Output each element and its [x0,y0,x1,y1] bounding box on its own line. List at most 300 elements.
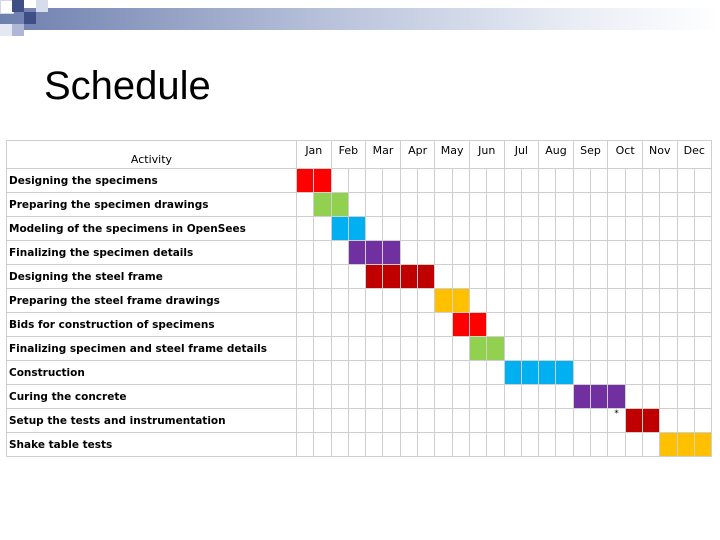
gantt-empty-cell [677,169,694,193]
deco-square [36,0,48,12]
gantt-bar-cell [469,313,486,337]
gantt-empty-cell [314,409,331,433]
gantt-empty-cell [694,337,711,361]
gantt-empty-cell [383,385,400,409]
gantt-empty-cell [452,265,469,289]
gantt-empty-cell [366,313,383,337]
gantt-empty-cell [573,193,590,217]
gantt-empty-cell [452,385,469,409]
gantt-empty-cell [694,169,711,193]
gantt-bar-cell [694,433,711,457]
gantt-bar-cell [383,241,400,265]
deco-square [12,24,24,36]
gantt-empty-cell [331,169,348,193]
deco-square [12,0,24,12]
gantt-empty-cell [418,289,435,313]
gantt-row [7,433,712,457]
gantt-empty-cell [521,409,538,433]
activity-label: Modeling of the specimens in OpenSees [7,217,297,241]
gantt-empty-cell [314,289,331,313]
gantt-empty-cell [435,217,452,241]
gantt-empty-cell [435,241,452,265]
gantt-empty-cell [694,265,711,289]
gantt-empty-cell [452,241,469,265]
gantt-empty-cell [625,433,642,457]
gantt-marker: * [614,409,619,419]
gantt-empty-cell [331,289,348,313]
gantt-empty-cell [331,361,348,385]
gantt-empty-cell [435,361,452,385]
gantt-empty-cell [556,433,573,457]
gantt-empty-cell [297,217,314,241]
month-header: May [435,141,470,169]
gantt-empty-cell [487,169,504,193]
gantt-empty-cell [297,313,314,337]
gantt-body [7,169,712,457]
gantt-empty-cell [694,241,711,265]
gantt-empty-cell [366,409,383,433]
gantt-empty-cell [573,337,590,361]
gantt-empty-cell [642,241,659,265]
gantt-empty-cell [469,433,486,457]
gantt-empty-cell [469,217,486,241]
activity-label: Shake table tests [7,433,297,457]
gantt-empty-cell [297,241,314,265]
activity-label: Finalizing the specimen details [7,241,297,265]
gantt-empty-cell [556,289,573,313]
gantt-empty-cell [504,409,521,433]
gantt-empty-cell [608,241,625,265]
gantt-empty-cell [608,265,625,289]
gantt-empty-cell [591,169,608,193]
gantt-empty-cell [539,385,556,409]
gantt-empty-cell [521,385,538,409]
gantt-empty-cell [383,169,400,193]
gantt-bar-cell [487,337,504,361]
gantt-empty-cell [660,313,677,337]
gantt-empty-cell [677,361,694,385]
gantt-empty-cell [556,241,573,265]
month-header-row [7,141,712,169]
gantt-empty-cell [418,361,435,385]
gantt-empty-cell [331,337,348,361]
gantt-empty-cell [642,337,659,361]
month-header: Jul [504,141,539,169]
gantt-empty-cell [452,337,469,361]
gantt-row [7,169,712,193]
gantt-empty-cell [400,217,417,241]
activity-label: Designing the steel frame [7,265,297,289]
gantt-empty-cell [331,433,348,457]
gantt-empty-cell [642,289,659,313]
gantt-empty-cell [660,169,677,193]
gantt-empty-cell [504,433,521,457]
gantt-empty-cell [383,361,400,385]
gantt-empty-cell [452,217,469,241]
month-header: Dec [677,141,712,169]
gantt-empty-cell [539,241,556,265]
gantt-empty-cell [487,409,504,433]
month-header: Mar [366,141,401,169]
gantt-bar-cell [625,409,642,433]
gantt-empty-cell [642,193,659,217]
gantt-empty-cell [625,385,642,409]
gantt-empty-cell [677,265,694,289]
gantt-empty-cell [625,289,642,313]
gantt-empty-cell [400,337,417,361]
gantt-bar-cell [469,337,486,361]
gantt-row [7,313,712,337]
gantt-empty-cell [314,361,331,385]
gantt-empty-cell [677,409,694,433]
gantt-empty-cell [383,313,400,337]
gantt-bar-cell [297,169,314,193]
gantt-empty-cell [573,265,590,289]
gantt-empty-cell [521,265,538,289]
gantt-row [7,217,712,241]
gantt-empty-cell [366,385,383,409]
gantt-empty-cell [521,217,538,241]
gantt-empty-cell [383,289,400,313]
gantt-row [7,385,712,409]
gantt-empty-cell [694,217,711,241]
activity-label: Bids for construction of specimens [7,313,297,337]
gantt-empty-cell [452,193,469,217]
gantt-empty-cell [642,313,659,337]
gantt-empty-cell [539,265,556,289]
gantt-empty-cell [573,361,590,385]
gantt-empty-cell [660,265,677,289]
gantt-empty-cell [297,337,314,361]
gantt-empty-cell [435,265,452,289]
gantt-empty-cell [625,265,642,289]
gantt-empty-cell [366,337,383,361]
gantt-empty-cell [642,169,659,193]
gantt-empty-cell [297,385,314,409]
activity-label: Preparing the specimen drawings [7,193,297,217]
gantt-empty-cell [452,169,469,193]
gantt-empty-cell [469,409,486,433]
decorative-squares [0,0,60,48]
gantt-bar-cell [677,433,694,457]
gantt-bar-cell [314,193,331,217]
gantt-empty-cell [297,193,314,217]
gantt-empty-cell [591,361,608,385]
gantt-empty-cell [539,289,556,313]
gantt-empty-cell [677,385,694,409]
gantt-empty-cell [348,193,365,217]
gantt-empty-cell [625,313,642,337]
gantt-empty-cell [400,169,417,193]
gantt-empty-cell [400,361,417,385]
gantt-empty-cell [469,361,486,385]
gantt-row [7,361,712,385]
gantt-bar-cell [331,217,348,241]
gantt-empty-cell [504,313,521,337]
gantt-empty-cell [469,265,486,289]
gantt-empty-cell [556,169,573,193]
top-decorative-bar [0,8,720,30]
gantt-empty-cell [487,265,504,289]
gantt-empty-cell [591,241,608,265]
gantt-bar-cell [366,241,383,265]
gantt-empty-cell [677,289,694,313]
gantt-empty-cell [435,169,452,193]
gantt-empty-cell [504,265,521,289]
gantt-empty-cell [608,169,625,193]
gantt-empty-cell [314,433,331,457]
gantt-empty-cell [521,433,538,457]
gantt-empty-cell [348,433,365,457]
gantt-empty-cell [314,385,331,409]
gantt-empty-cell [314,337,331,361]
gantt-empty-cell [435,409,452,433]
gantt-empty-cell [383,409,400,433]
gantt-bar-cell [608,385,625,409]
gantt-empty-cell [677,313,694,337]
gantt-empty-cell [625,361,642,385]
gantt-empty-cell [348,385,365,409]
gantt-empty-cell [400,313,417,337]
gantt-empty-cell [400,289,417,313]
gantt-empty-cell [469,289,486,313]
gantt-empty-cell [348,337,365,361]
gantt-bar-cell [642,409,659,433]
gantt-empty-cell [521,169,538,193]
gantt-empty-cell [573,241,590,265]
gantt-empty-cell [452,433,469,457]
gantt-bar-cell [418,265,435,289]
gantt-empty-cell [694,313,711,337]
month-header: Apr [400,141,435,169]
gantt-empty-cell [418,409,435,433]
gantt-bar-cell [452,313,469,337]
gantt-empty-cell [539,433,556,457]
gantt-empty-cell [591,337,608,361]
gantt-empty-cell [539,169,556,193]
gantt-empty-cell [625,241,642,265]
gantt-bar-cell [452,289,469,313]
gantt-empty-cell [400,385,417,409]
month-header: Nov [642,141,677,169]
gantt-empty-cell [694,385,711,409]
gantt-bar-cell [331,193,348,217]
gantt-empty-cell [694,361,711,385]
gantt-empty-cell [608,193,625,217]
gantt-empty-cell [521,337,538,361]
gantt-empty-cell [591,313,608,337]
gantt-empty-cell [418,241,435,265]
gantt-empty-cell [608,409,625,433]
gantt-empty-cell [573,289,590,313]
gantt-empty-cell [297,265,314,289]
gantt-empty-cell [418,193,435,217]
gantt-empty-cell [487,361,504,385]
gantt-empty-cell [573,169,590,193]
gantt-bar-cell [504,361,521,385]
gantt-empty-cell [642,217,659,241]
month-header: Jun [469,141,504,169]
gantt-empty-cell [539,217,556,241]
gantt-empty-cell [418,169,435,193]
gantt-empty-cell [348,409,365,433]
gantt-empty-cell [660,193,677,217]
gantt-empty-cell [400,193,417,217]
gantt-empty-cell [469,241,486,265]
gantt-empty-cell [314,313,331,337]
slide-title: Schedule [44,64,211,108]
gantt-empty-cell [504,289,521,313]
gantt-row [7,409,712,433]
gantt-empty-cell [452,409,469,433]
activity-label: Setup the tests and instrumentation [7,409,297,433]
gantt-empty-cell [591,193,608,217]
gantt-empty-cell [504,193,521,217]
gantt-empty-cell [591,265,608,289]
gantt-empty-cell [694,193,711,217]
gantt-empty-cell [348,265,365,289]
gantt-empty-cell [331,409,348,433]
gantt-empty-cell [400,241,417,265]
gantt-empty-cell [521,241,538,265]
gantt-row [7,337,712,361]
gantt-empty-cell [487,313,504,337]
gantt-empty-cell [539,409,556,433]
gantt-empty-cell [556,385,573,409]
gantt-bar-cell [348,241,365,265]
gantt-empty-cell [487,241,504,265]
month-header: Sep [573,141,608,169]
gantt-empty-cell [366,193,383,217]
gantt-bar-cell [435,289,452,313]
gantt-bar-cell [348,217,365,241]
gantt-empty-cell [418,337,435,361]
gantt-empty-cell [660,241,677,265]
gantt-empty-cell [297,433,314,457]
gantt-empty-cell [660,409,677,433]
gantt-empty-cell [677,241,694,265]
activity-label: Preparing the steel frame drawings [7,289,297,313]
activity-label: Construction [7,361,297,385]
gantt-empty-cell [573,433,590,457]
deco-square [0,24,12,36]
gantt-empty-cell [660,361,677,385]
month-header: Feb [331,141,366,169]
gantt-empty-cell [435,337,452,361]
gantt-empty-cell [487,433,504,457]
gantt-empty-cell [608,313,625,337]
gantt-bar-cell [556,361,573,385]
gantt-empty-cell [348,313,365,337]
activity-label: Designing the specimens [7,169,297,193]
gantt-empty-cell [314,265,331,289]
gantt-empty-cell [625,217,642,241]
gantt-empty-cell [331,385,348,409]
gantt-empty-cell [487,385,504,409]
gantt-empty-cell [366,361,383,385]
gantt-empty-cell [677,193,694,217]
gantt-empty-cell [487,217,504,241]
gantt-empty-cell [642,265,659,289]
gantt-empty-cell [625,169,642,193]
gantt-empty-cell [556,193,573,217]
gantt-bar-cell [539,361,556,385]
gantt-empty-cell [504,169,521,193]
gantt-empty-cell [314,241,331,265]
gantt-empty-cell [608,361,625,385]
gantt-row [7,241,712,265]
gantt-empty-cell [677,217,694,241]
gantt-empty-cell [366,169,383,193]
gantt-empty-cell [556,313,573,337]
gantt-empty-cell [625,193,642,217]
gantt-empty-cell [348,361,365,385]
gantt-empty-cell [418,217,435,241]
gantt-empty-cell [348,289,365,313]
gantt-empty-cell [366,433,383,457]
gantt-empty-cell [435,193,452,217]
gantt-empty-cell [642,361,659,385]
month-header: Jan [297,141,332,169]
gantt-empty-cell [573,409,590,433]
gantt-empty-cell [383,337,400,361]
gantt-empty-cell [556,337,573,361]
gantt-empty-cell [435,385,452,409]
gantt-empty-cell [573,313,590,337]
gantt-empty-cell [487,193,504,217]
gantt-empty-cell [539,313,556,337]
gantt-empty-cell [556,409,573,433]
gantt-row [7,193,712,217]
gantt-bar-cell [400,265,417,289]
gantt-empty-cell [539,193,556,217]
gantt-empty-cell [521,289,538,313]
gantt-empty-cell [660,217,677,241]
gantt-empty-cell [642,433,659,457]
gantt-bar-cell [573,385,590,409]
gantt-empty-cell [556,217,573,241]
gantt-empty-cell [608,289,625,313]
gantt-empty-cell [348,169,365,193]
gantt-chart-table [6,140,712,457]
gantt-empty-cell [435,433,452,457]
gantt-empty-cell [366,217,383,241]
gantt-row [7,265,712,289]
gantt-empty-cell [487,289,504,313]
gantt-empty-cell [504,385,521,409]
gantt-empty-cell [591,409,608,433]
gantt-row [7,289,712,313]
gantt-bar-cell [314,169,331,193]
gantt-bar-cell [660,433,677,457]
activity-label: Finalizing specimen and steel frame details [7,337,297,361]
activity-column-header: Activity [7,141,297,169]
gantt-empty-cell [504,337,521,361]
gantt-empty-cell [418,313,435,337]
month-header: Aug [539,141,574,169]
gantt-empty-cell [521,193,538,217]
gantt-empty-cell [504,241,521,265]
gantt-empty-cell [591,289,608,313]
gantt-empty-cell [383,217,400,241]
gantt-empty-cell [660,337,677,361]
gantt-empty-cell [694,409,711,433]
deco-square [24,12,36,24]
gantt-bar-cell [521,361,538,385]
gantt-empty-cell [591,217,608,241]
gantt-empty-cell [660,289,677,313]
gantt-empty-cell [331,265,348,289]
